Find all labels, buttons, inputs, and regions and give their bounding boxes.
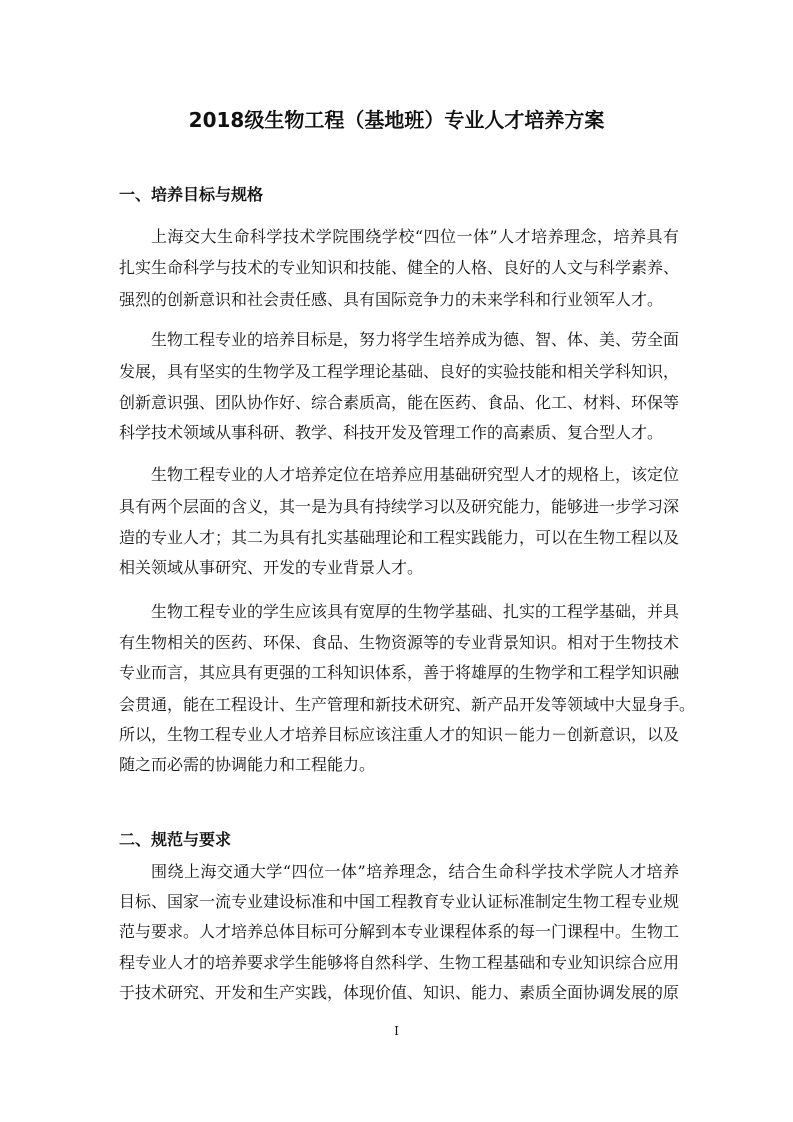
document-title: 2018级生物工程（基地班）专业人才培养方案 — [188, 108, 605, 132]
text-line: 具有两个层面的含义，其一是为具有持续学习以及研究能力，能够进一步学习深 — [119, 497, 680, 516]
text-line: 科学技术领域从事科研、教学、科技开发及管理工作的高素质、复合型人才。 — [119, 423, 664, 442]
text-line: 强烈的创新意识和社会责任感、具有国际竞争力的未来学科和行业领军人才。 — [119, 290, 664, 309]
text-line: 程专业人才的培养要求学生能够将自然科学、生物工程基础和专业知识综合应用 — [119, 953, 680, 972]
text-line: 发展，具有坚实的生物学及工程学理论基础、良好的实验技能和相关学科知识， — [119, 362, 680, 381]
section-heading-2: 二、规范与要求 — [119, 830, 232, 849]
text-line: 会贯通，能在工程设计、生产管理和新技术研究、新产品开发等领域中大显身手。 — [119, 695, 696, 714]
text-line: 生物工程专业的学生应该具有宽厚的生物学基础、扎实的工程学基础，并具 — [151, 602, 680, 621]
text-line: 范与要求。人才培养总体目标可分解到本专业课程体系的每一门课程中。生物工 — [119, 922, 680, 941]
text-line: 目标、国家一流专业建设标准和中国工程教育专业认证标准制定生物工程专业规 — [119, 892, 680, 911]
text-line: 围绕上海交通大学“四位一体”培养理念，结合生命科学技术学院人才培养 — [151, 862, 679, 881]
text-line: 创新意识强、团队协作好、综合素质高，能在医药、食品、化工、材料、环保等 — [119, 393, 680, 412]
text-line: 上海交大生命科学技术学院围绕学校“四位一体”人才培养理念，培养具有 — [151, 227, 679, 246]
text-line: 于技术研究、开发和生产实践，体现价值、知识、能力、素质全面协调发展的原 — [119, 983, 680, 1002]
section-heading-1: 一、培养目标与规格 — [119, 185, 264, 204]
text-line: 随之而必需的协调能力和工程能力。 — [119, 755, 376, 774]
page-number: I — [394, 1024, 399, 1038]
text-line: 造的专业人才；其二为具有扎实基础理论和工程实践能力，可以在生物工程以及 — [119, 528, 680, 547]
text-line: 专业而言，其应具有更强的工科知识体系，善于将雄厚的生物学和工程学知识融 — [119, 663, 680, 682]
text-line: 有生物相关的医药、环保、食品、生物资源等的专业背景知识。相对于生物技术 — [119, 633, 680, 652]
text-line: 所以，生物工程专业人才培养目标应该注重人才的知识－能力－创新意识，以及 — [119, 725, 680, 744]
text-line: 生物工程专业的培养目标是，努力将学生培养成为德、智、体、美、劳全面 — [151, 330, 680, 349]
text-line: 相关领域从事研究、开发的专业背景人才。 — [119, 558, 424, 577]
text-line: 生物工程专业的人才培养定位在培养应用基础研究型人才的规格上，该定位 — [151, 465, 680, 484]
text-line: 扎实生命科学与技术的专业知识和技能、健全的人格、良好的人文与科学素养、 — [119, 258, 680, 277]
